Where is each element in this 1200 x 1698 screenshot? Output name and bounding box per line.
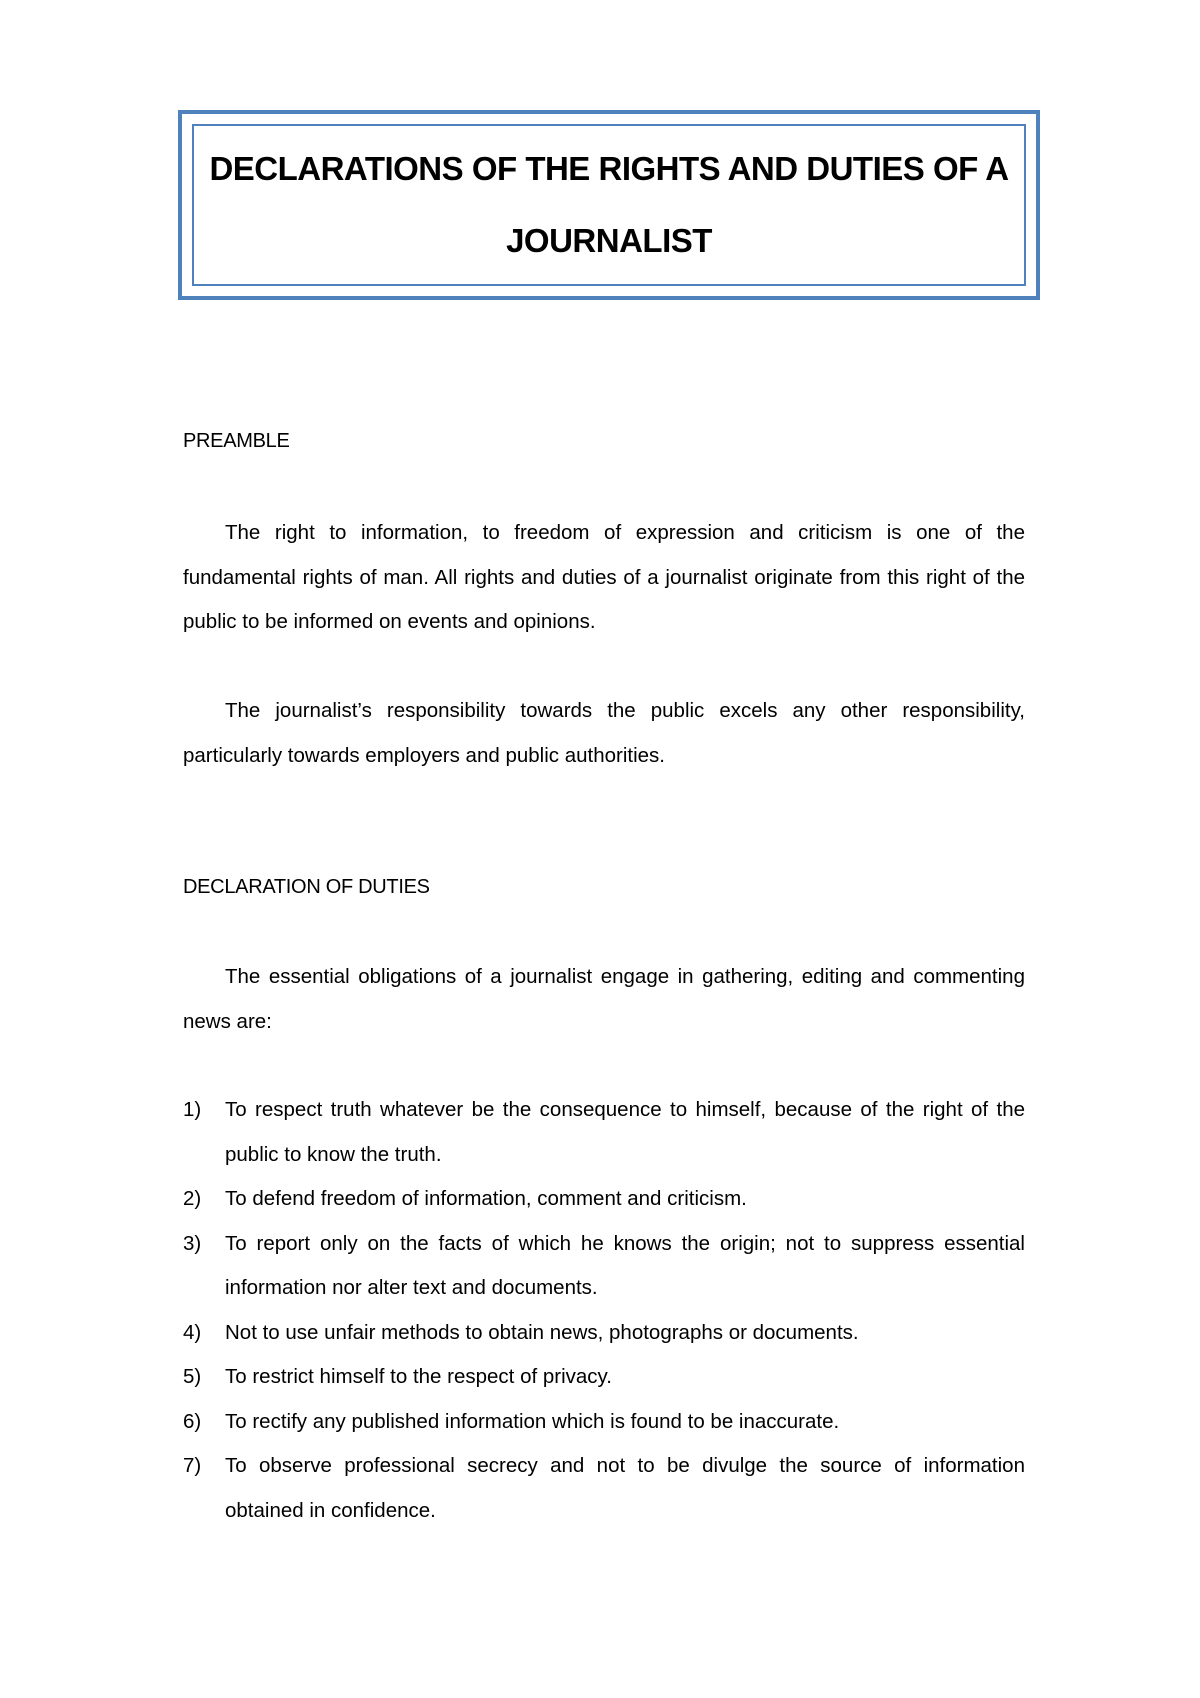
list-text: To respect truth whatever be the consequence to himself, because of the right of the public to know the truth.: [225, 1098, 1025, 1166]
list-item: [183, 1088, 1025, 1177]
list-number: 6): [183, 1409, 202, 1433]
list-number: 2): [183, 1187, 202, 1210]
list-text: To restrict himself to the respect of privacy.: [225, 1365, 612, 1388]
list-number: 5): [183, 1365, 202, 1388]
list-text: To defend freedom of information, comment and criticism.: [225, 1187, 747, 1210]
list-item: [183, 1177, 1025, 1222]
duties-intro: The essential obligations of a journalist engage in gathering, editing and commenting news are:: [183, 965, 1025, 1033]
title-box-inner: [192, 124, 1026, 286]
list-text: To report only on the facts of which he knows the origin; not to suppress essential information nor alter text and documents.: [225, 1231, 1025, 1299]
list-text: To observe professional secrecy and not to be divulge the source of information obtained in confidence.: [225, 1454, 1025, 1522]
title-box: [178, 110, 1040, 300]
list-number: 7): [183, 1454, 202, 1477]
list-item: [183, 1222, 1025, 1311]
list-item: [183, 1355, 1025, 1400]
preamble-paragraph-2: The journalist’s responsibility towards the public excels any other responsibility, particularly towards employers and public authorities.: [183, 699, 1025, 767]
preamble-paragraph-1: The right to information, to freedom of expression and criticism is one of the fundamental rights of man. All rights and duties of a journalist originate from this right of the public to be informed on events and opinions.: [183, 521, 1025, 633]
list-item: [183, 1444, 1025, 1533]
list-text: Not to use unfair methods to obtain news, photographs or documents.: [225, 1320, 859, 1344]
list-item: [183, 1400, 1025, 1445]
duties-heading: DECLARATION OF DUTIES: [183, 876, 430, 898]
document-title: [209, 133, 1008, 277]
list-number: 3): [183, 1231, 202, 1255]
title-line-2: JOURNALIST: [506, 222, 712, 259]
list-number: 1): [183, 1098, 202, 1121]
duties-list: [183, 1088, 1025, 1533]
list-text: To rectify any published information which is found to be inaccurate.: [225, 1409, 840, 1433]
list-number: 4): [183, 1320, 202, 1344]
title-line-1: DECLARATIONS OF THE RIGHTS AND DUTIES OF A: [209, 150, 1009, 187]
preamble-heading: PREAMBLE: [183, 430, 290, 452]
list-item: [183, 1311, 1025, 1356]
